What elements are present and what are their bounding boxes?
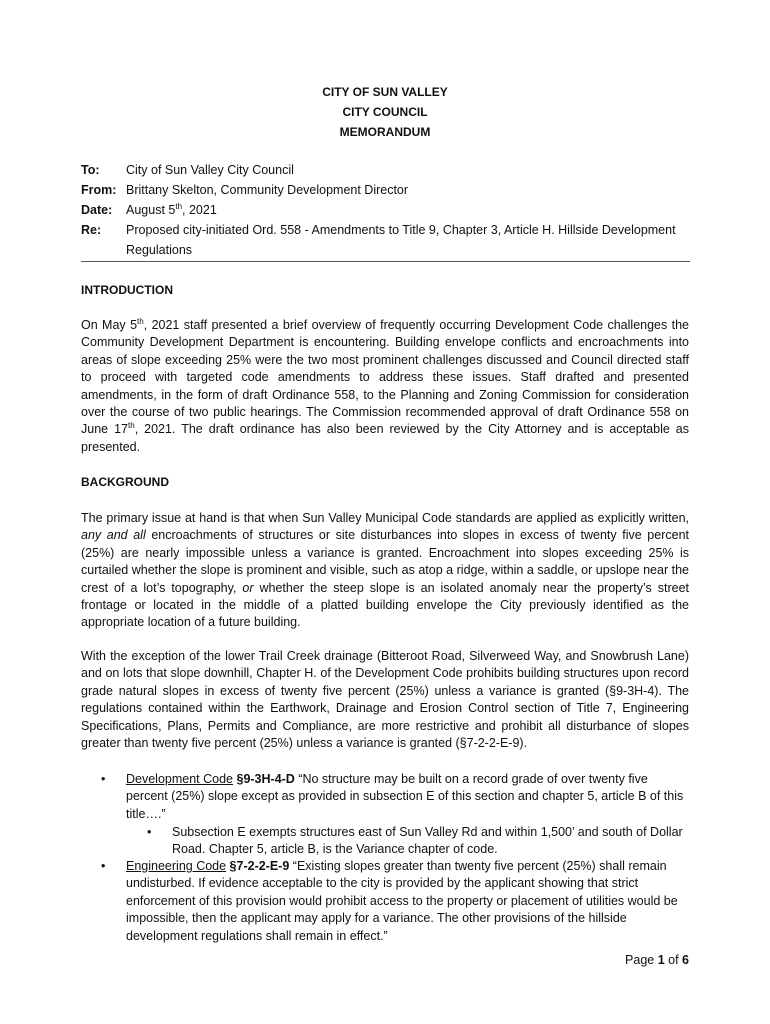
footer-page-total: 6 — [682, 953, 689, 967]
introduction-heading: INTRODUCTION — [81, 283, 173, 297]
development-code-link: Development Code — [126, 772, 234, 786]
page-footer — [625, 953, 689, 967]
bullet-development-text — [126, 771, 686, 823]
to-value: City of Sun Valley City Council — [126, 163, 294, 177]
intro-text-b: , 2021 staff presented a brief overview of frequently occurring Development Code challenges the Community Development Department is encountering. Building envelope conflicts and encroachments into areas of slope exceeding 25% were the two most prominent challenges discussed and Council directed staff to proceed with targeted code amendments to address these issues. Staff drafted and presented amendments, in the form of draft Ordinance 558, to the Planning and Zoning Commission for consideration over the course of two public hearings. The Commission recommended approval of draft Ordinance 558 on June 17 — [81, 318, 690, 437]
memo-re-row — [81, 220, 691, 260]
date-suffix: , 2021 — [182, 203, 217, 217]
background-paragraph-2: With the exception of the lower Trail Creek drainage (Bitteroot Road, Silverweed Way, and Snowbrush Lane) and on lots that slope downhill, Chapter H. of the Development Code prohibits building structures upon record grade natural slopes in excess of twenty five percent (25%) unless a variance is granted (§9-3H-4). The regulations contained within the Earthwork, Drainage and Erosion Control section of Title 7, Engineering Specifications, Plans, Permits and Compliance, are more restrictive and prohibit all disturbance of slopes greater than twenty five percent (25%) unless a variance is granted (§7-2-2-E-9). — [81, 649, 689, 751]
background-paragraph-1 — [81, 510, 689, 632]
bullet-mark: • — [101, 859, 106, 873]
intro-sup-1: th — [137, 316, 144, 326]
memo-meta — [81, 160, 691, 260]
from-value: Brittany Skelton, Community Development Director — [126, 183, 409, 197]
header-divider — [81, 261, 690, 262]
bg1-text-a: The primary issue at hand is that when Sun Valley Municipal Code standards are applied as explicitly written, — [81, 511, 689, 525]
bg1-italic-2: or — [242, 580, 254, 595]
header-council: CITY COUNCIL — [342, 105, 428, 119]
to-label: To: — [81, 163, 100, 177]
engineering-code-section: §7-2-2-E-9 — [226, 859, 290, 873]
header-city: CITY OF SUN VALLEY — [322, 85, 448, 99]
date-sup: th — [175, 201, 183, 211]
footer-page-number: 1 — [657, 953, 665, 967]
bullet-mark: • — [101, 772, 106, 786]
header-memorandum: MEMORANDUM — [339, 125, 431, 139]
re-value: Proposed city-initiated Ord. 558 - Amendments to Title 9, Chapter 3, Article H. Hillside Development Regulations — [126, 223, 676, 257]
bullet-engineering-text — [126, 858, 688, 945]
footer-page-word: Page — [625, 953, 658, 967]
from-label: From: — [81, 183, 117, 197]
memo-date-row — [81, 200, 691, 220]
introduction-paragraph — [81, 317, 689, 456]
memo-header — [0, 82, 770, 142]
bg1-text-b: encroachments of structures or site disturbances into slopes in excess of twenty five percent (25%) are nearly impossible unless a variance is granted. Encroachment into slopes exceeding 25% is curtailed whether the slope is prominent and visible, such as atop a ridge, within a saddle, or upslope near the crest of a lot’s topography, — [81, 528, 689, 595]
intro-text-c: , 2021. The draft ordinance has also been reviewed by the City Attorney and is acceptable as presented. — [81, 422, 690, 454]
memo-from-row — [81, 180, 691, 200]
re-label: Re: — [81, 223, 102, 237]
date-value — [126, 200, 691, 220]
sub-bullet-text: Subsection E exempts structures east of Sun Valley Rd and within 1,500’ and south of Dollar Road. Chapter 5, article B, is the Variance chapter of code. — [172, 825, 683, 857]
date-label: Date: — [81, 203, 113, 217]
sub-bullet-mark: • — [147, 825, 152, 839]
bg1-text-c: whether the steep slope is an isolated anomaly near the property’s street frontage or located in the middle of a platted building envelope the City previously identified as the appropriate location of a future building. — [81, 580, 689, 630]
engineering-code-link: Engineering Code — [126, 859, 227, 873]
intro-sup-2: th — [128, 421, 135, 431]
date-prefix: August 5 — [126, 203, 176, 217]
memo-to-row — [81, 160, 691, 180]
engineering-code-quote: “Existing slopes greater than twenty five percent (25%) shall remain undisturbed. If evidence acceptable to the city is provided by the applicant showing that strict enforcement of this provision would prohibit access to the property or placement of utilities would be impossible, then the applicant may apply for a variance. The other provisions of the hillside development regulations shall remain in effect.” — [126, 859, 678, 943]
intro-text-a: On May 5 — [81, 318, 138, 332]
development-code-section: §9-3H-4-D — [233, 772, 295, 786]
bg1-italic-1: any and all — [81, 528, 146, 543]
footer-of-word: of — [664, 953, 683, 967]
development-code-quote: “No structure may be built on a record grade of over twenty five percent (25%) slope except as provided in subsection E of this section and chapter 5, article B of this title….” — [126, 772, 684, 821]
background-heading: BACKGROUND — [81, 475, 169, 489]
